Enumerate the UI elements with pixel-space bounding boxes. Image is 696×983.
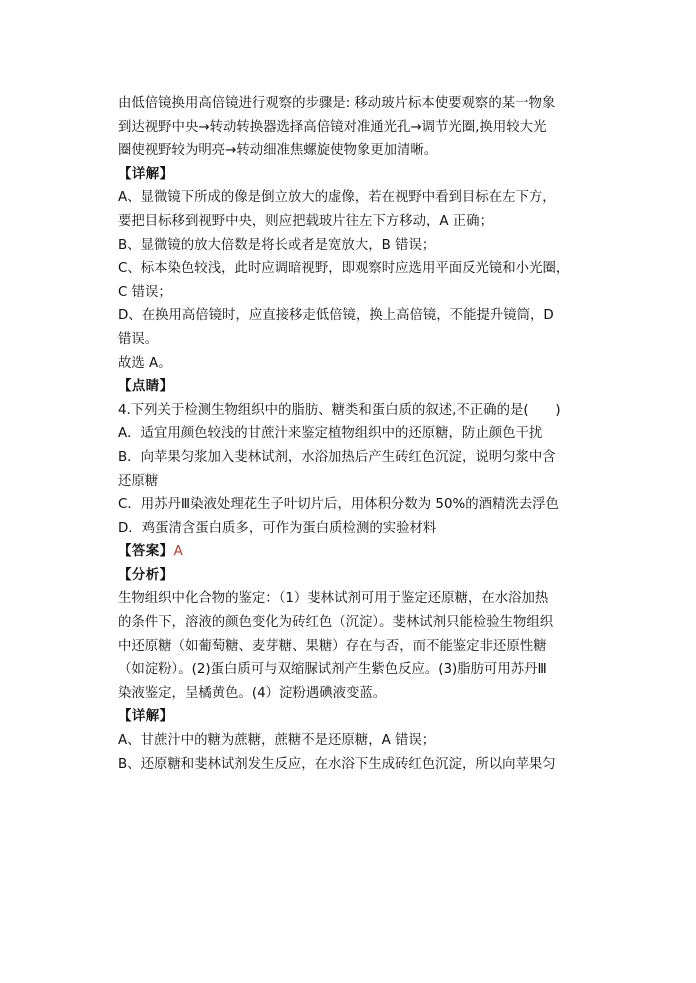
detail2-a: A、甘蔗汁中的糖为蔗糖，蔗糖不是还原糖，A 错误；: [118, 733, 436, 749]
detail2-b: B、还原糖和斐林试剂发生反应，在水浴下生成砖红色沉淀，所以向苹果匀: [118, 756, 556, 772]
question-4-option-c: C．用苏丹Ⅲ染液处理花生子叶切片后，用体积分数为 50%的酒精洗去浮色: [118, 497, 559, 513]
question-4-stem: 4.下列关于检测生物组织中的脂肪、糖类和蛋白质的叙述,不正确的是( ): [118, 402, 561, 418]
detail1-conclusion: 故选 A。: [118, 355, 172, 371]
detail1-a-line-2: 要把目标移到视野中央，则应把载玻片往左下方移动，A 正确；: [118, 213, 493, 229]
intro-line-3: 圈使视野较为明亮→转动细准焦螺旋使物象更加清晰。: [118, 143, 438, 159]
analysis-line-4: （如淀粉）。(2)蛋白质可与双缩脲试剂产生紫色反应。(3)脂肪可用苏丹Ⅲ: [118, 662, 547, 678]
analysis-line-5: 染液鉴定，呈橘黄色。(4）淀粉遇碘液变蓝。: [118, 685, 387, 701]
question-4-option-d: D．鸡蛋清含蛋白质多，可作为蛋白质检测的实验材料: [118, 520, 437, 536]
analysis-heading: 【分析】: [118, 567, 174, 583]
detail1-d-line-2: 错误。: [118, 331, 159, 347]
analysis-line-2: 的条件下，溶液的颜色变化为砖红色（沉淀）。斐林试剂只能检验生物组织: [118, 615, 554, 631]
detail1-a-line-1: A、显微镜下所成的像是倒立放大的虚像，若在视野中看到目标在左下方，: [118, 190, 556, 206]
answer-row: [118, 540, 588, 564]
intro-line-2: 到达视野中央→转动转换器选择高倍镜对准通光孔→调节光圈,换用较大光: [118, 119, 547, 135]
intro-line-1: 由低倍镜换用高倍镜进行观察的步骤是: 移动玻片标本使要观察的某一物象: [118, 96, 556, 111]
question-4-option-a: A．适宜用颜色较浅的甘蔗汁来鉴定植物组织中的还原糖，防止颜色干扰: [118, 426, 543, 442]
question-4-option-b-line-1: B．向苹果匀浆加入斐林试剂，水浴加热后产生砖红色沉淀，说明匀浆中含: [118, 449, 556, 465]
detail-heading-1: 【详解】: [118, 166, 174, 182]
question-4-option-b-line-2: 还原糖: [118, 473, 159, 489]
document-page: [118, 92, 588, 776]
detail-heading-2: 【详解】: [118, 709, 174, 725]
pointer-heading: 【点睛】: [118, 379, 174, 395]
answer-value: A: [173, 544, 183, 560]
answer-heading: 【答案】: [118, 544, 174, 560]
analysis-line-3: 中还原糖（如葡萄糖、麦芽糖、果糖）存在与否，而不能鉴定非还原性糖: [118, 638, 547, 654]
analysis-line-1: 生物组织中化合物的鉴定：（1）斐林试剂可用于鉴定还原糖，在水浴加热: [118, 591, 549, 607]
detail1-b: B、显微镜的放大倍数是将长或者是宽放大，B 错误；: [118, 237, 436, 253]
detail1-c-line-2: C 错误；: [118, 284, 172, 300]
detail1-c-line-1: C、标本染色较浅，此时应调暗视野，即观察时应选用平面反光镜和小光圈，: [118, 261, 570, 277]
detail1-d-line-1: D、在换用高倍镜时，应直接移走低倍镜，换上高倍镜，不能提升镜筒，D: [118, 308, 554, 324]
